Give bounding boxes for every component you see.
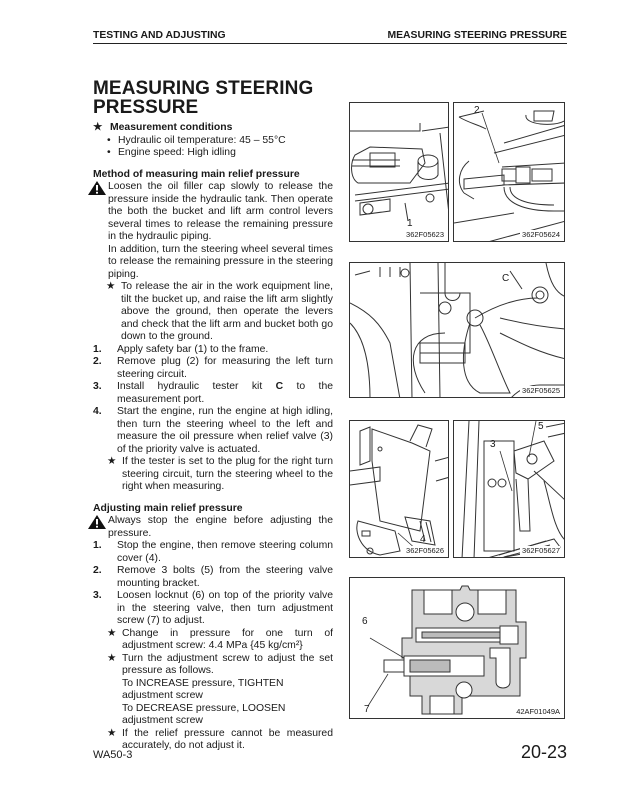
column-cover-illustration-icon bbox=[350, 421, 449, 558]
bullet-icon: • bbox=[107, 134, 111, 146]
figure-priority-valve bbox=[349, 577, 565, 719]
title-line-1: MEASURING STEERING bbox=[93, 78, 314, 99]
adjust-direction-note bbox=[105, 653, 333, 728]
step-text: Install hydraulic tester kit bbox=[117, 381, 276, 392]
adjusting-steps bbox=[93, 540, 333, 753]
step-text: Remove plug (2) for measuring the left turn steering circuit. bbox=[117, 356, 333, 380]
condition-text: Hydraulic oil temperature: 45 – 55°C bbox=[118, 134, 286, 146]
step-text: to the measurement port. bbox=[117, 381, 334, 405]
method-steps bbox=[93, 344, 333, 494]
step-4 bbox=[93, 406, 333, 456]
star-icon: ★ bbox=[107, 627, 117, 639]
step-number: 3. bbox=[93, 590, 102, 601]
callout-5: 5 bbox=[538, 421, 544, 432]
method-warning-cont: In addition, turn the steering wheel several times to release the remaining pressure in the steering piping. bbox=[108, 243, 333, 280]
warning-triangle-icon bbox=[88, 181, 106, 195]
figure-caption: 362F05625 bbox=[522, 386, 560, 395]
section-title: TESTING AND ADJUSTING bbox=[93, 30, 226, 41]
callout-2: 2 bbox=[474, 105, 480, 116]
adjusting-heading: Adjusting main relief pressure bbox=[93, 502, 243, 514]
step-text: Start the engine, run the engine at high idling, then turn the steering wheel to the left and measure the oil pressure when relief valve (3) of the priority valve is actuated. bbox=[117, 406, 333, 455]
method-warning bbox=[93, 181, 333, 244]
increase-instruction: To INCREASE pressure, TIGHTEN adjustment screw bbox=[122, 677, 284, 701]
adjusting-warning bbox=[93, 515, 333, 540]
star-icon: ★ bbox=[107, 727, 117, 739]
figure-caption: 362F05624 bbox=[522, 230, 560, 239]
callout-6: 6 bbox=[362, 616, 368, 627]
step-text: Remove 3 bolts (5) from the steering valve mounting bracket. bbox=[117, 565, 333, 589]
condition-item bbox=[93, 147, 333, 160]
title-line-2: PRESSURE bbox=[93, 97, 199, 118]
safety-bar-illustration-icon bbox=[350, 103, 449, 242]
plug-illustration-icon bbox=[454, 103, 565, 242]
callout-3: 3 bbox=[490, 439, 496, 450]
adjust-step-2 bbox=[93, 565, 333, 590]
figure-caption: 362F05627 bbox=[522, 546, 560, 555]
priority-valve-section-icon bbox=[350, 578, 565, 719]
decrease-instruction: To DECREASE pressure, LOOSEN adjustment screw bbox=[122, 702, 286, 726]
step-number: 1. bbox=[93, 343, 102, 355]
method-heading: Method of measuring main relief pressure bbox=[93, 168, 300, 180]
figure-safety-bar bbox=[349, 102, 449, 242]
conditions-heading bbox=[93, 122, 333, 135]
callout-c: C bbox=[502, 273, 510, 284]
step-number: 2. bbox=[93, 356, 102, 367]
tool-code: C bbox=[275, 381, 284, 392]
step-text: Stop the engine, then remove steering column cover (4). bbox=[117, 540, 333, 564]
step-number: 3. bbox=[93, 381, 102, 392]
figure-tester-kit bbox=[349, 262, 565, 398]
figure-caption: 362F05626 bbox=[406, 546, 444, 555]
star-icon: ★ bbox=[107, 652, 117, 664]
air-release-note bbox=[93, 281, 333, 344]
step-2 bbox=[93, 356, 333, 381]
note-text: Turn the adjustment screw to adjust the set pressure as follows. bbox=[122, 652, 333, 676]
adjust-step-3 bbox=[93, 590, 333, 628]
note-text: Change in pressure for one turn of adjustment screw: 4.4 MPa {45 kg/cm²} bbox=[122, 627, 333, 651]
figure-plug bbox=[453, 102, 565, 242]
figure-caption: 42AF01049A bbox=[516, 707, 560, 716]
tester-kit-illustration-icon bbox=[350, 263, 565, 398]
step-number: 4. bbox=[93, 406, 102, 417]
warning-triangle-icon bbox=[88, 515, 106, 529]
step-text: Loosen locknut (6) on top of the priority valve in the steering valve, then turn adjustment screw (7) to adjust. bbox=[117, 590, 333, 626]
conditions-heading-text: Measurement conditions bbox=[110, 122, 233, 133]
figure-column-cover bbox=[349, 420, 449, 558]
note-text: To release the air in the work equipment line, tilt the bucket up, and raise the lift arm slightly above the ground, then operate the levers and check that the lift arm and bucket both go down to the ground. bbox=[121, 281, 333, 342]
cannot-measure-note bbox=[105, 728, 333, 753]
condition-text: Engine speed: High idling bbox=[118, 147, 236, 158]
step-number: 1. bbox=[93, 540, 102, 551]
pressure-change-note bbox=[105, 628, 333, 653]
star-icon: ★ bbox=[107, 456, 117, 467]
step-3 bbox=[93, 381, 334, 406]
note-text: If the relief pressure cannot be measured accurately, do not adjust it. bbox=[122, 727, 333, 751]
star-icon: ★ bbox=[93, 122, 103, 133]
page-title bbox=[93, 79, 313, 117]
page-number: 20-23 bbox=[520, 742, 567, 762]
star-icon: ★ bbox=[106, 281, 116, 292]
callout-4: 4 bbox=[420, 534, 426, 545]
warning-text: Always stop the engine before adjusting the pressure. bbox=[108, 515, 333, 539]
bullet-icon: • bbox=[107, 147, 111, 158]
subsection-title: MEASURING STEERING PRESSURE bbox=[387, 30, 567, 41]
condition-item bbox=[93, 135, 333, 148]
adjust-step-1 bbox=[93, 540, 333, 565]
warning-text: Loosen the oil filler cap slowly to release the pressure inside the hydraulic tank. Then operate the both the bucket and lift arm control levers several times to release the remaining pressure in the hydraulic piping. bbox=[108, 181, 333, 242]
step-number: 2. bbox=[93, 565, 102, 576]
step-1 bbox=[93, 343, 333, 357]
step-4-note bbox=[105, 456, 333, 494]
note-text: If the tester is set to the plug for the right turn steering circuit, turn the steering wheel to the right when measuring. bbox=[122, 456, 333, 492]
figure-steering-valve bbox=[453, 420, 565, 558]
step-text: Apply safety bar (1) to the frame. bbox=[117, 343, 269, 355]
callout-7: 7 bbox=[364, 704, 370, 715]
callout-1: 1 bbox=[407, 218, 413, 229]
model-number: WA50-3 bbox=[93, 749, 133, 761]
figure-caption: 362F05623 bbox=[406, 230, 444, 239]
steering-valve-illustration-icon bbox=[454, 421, 565, 558]
page-header bbox=[93, 28, 567, 44]
body-text-column bbox=[93, 122, 333, 753]
